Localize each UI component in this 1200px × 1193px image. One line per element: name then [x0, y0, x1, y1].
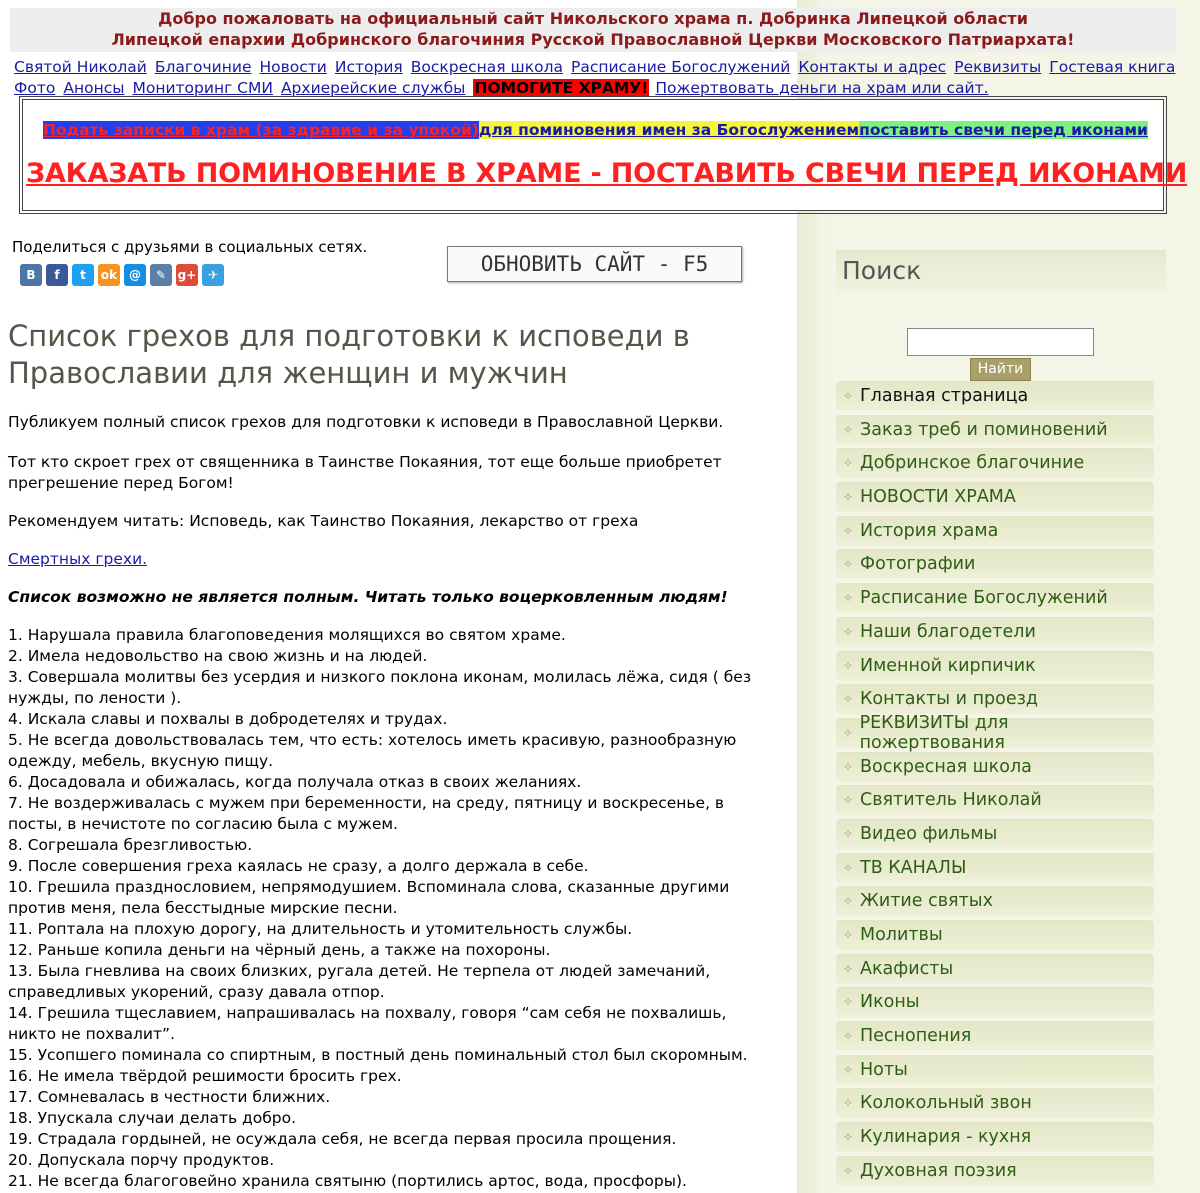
bullet-icon: ✧	[842, 490, 854, 505]
bullet-icon: ✧	[842, 557, 854, 572]
bullet-icon: ✧	[842, 591, 854, 606]
list-item: 7. Не воздерживалась с мужем при беременности, на среду, пятницу и воскресенье, в посты, в нечистоте по согласию была с мужем.	[8, 794, 725, 833]
sidebar-menu-item[interactable]	[836, 1088, 1154, 1118]
sidebar-menu-item[interactable]	[836, 381, 1154, 411]
sidebar-menu-label: Наши благодетели	[860, 621, 1036, 642]
sidebar-menu-label: Колокольный звон	[860, 1093, 1032, 1114]
social-share-icon[interactable]: f	[46, 264, 68, 286]
sidebar-menu-label: Воскресная школа	[860, 756, 1032, 777]
bullet-icon: ✧	[842, 1163, 854, 1178]
sidebar-menu-item[interactable]	[836, 617, 1154, 647]
nav-link[interactable]: Новости	[259, 58, 327, 76]
bullet-icon: ✧	[842, 860, 854, 875]
list-item: 14. Грешила тщеславием, напрашивалась на похвалу, говоря “сам себя не похвалишь, никто не похвалит”.	[8, 1004, 727, 1043]
commemoration-link[interactable]: для поминовения имен за Богослужением	[478, 121, 860, 139]
sidebar-menu-item[interactable]	[836, 1055, 1154, 1085]
list-item: 6. Досадовала и обижалась, когда получала отказ в своих желаниях.	[8, 773, 582, 791]
bullet-icon: ✧	[842, 1130, 854, 1145]
bullet-icon: ✧	[842, 1096, 854, 1111]
sidebar-menu	[836, 381, 1154, 1190]
bullet-icon: ✧	[842, 793, 854, 808]
sidebar-menu-item[interactable]	[836, 549, 1154, 579]
list-item: 20. Допускала порчу продуктов.	[8, 1151, 275, 1169]
order-commemoration-headline[interactable]: ЗАКАЗАТЬ ПОМИНОВЕНИЕ В ХРАМЕ - ПОСТАВИТЬ СВЕЧИ ПЕРЕД ИКОНАМИ	[26, 158, 1188, 189]
sidebar-menu-item[interactable]	[836, 819, 1154, 849]
social-share-icon[interactable]: ✈	[202, 264, 224, 286]
sidebar-menu-label: Именной кирпичик	[860, 655, 1036, 676]
order-links	[43, 120, 1148, 141]
sidebar-menu-item[interactable]	[836, 712, 1154, 753]
sidebar-menu-label: Заказ треб и поминовений	[860, 419, 1108, 440]
search-title: Поиск	[836, 250, 1166, 292]
list-item: 15. Усопшего поминала со спиртным, в постный день поминальный стол был скоромным.	[8, 1046, 748, 1064]
sidebar-menu-item[interactable]	[836, 752, 1154, 782]
sidebar-menu-label: Ноты	[860, 1059, 908, 1080]
bullet-icon: ✧	[842, 928, 854, 942]
sidebar-menu-label: Кулинария - кухня	[860, 1127, 1032, 1148]
list-item: 9. После совершения греха каялась не сразу, а долго держала в себе.	[8, 857, 589, 875]
sidebar-menu-item[interactable]	[836, 1156, 1154, 1186]
social-share-icons	[20, 264, 224, 286]
submit-notes-link[interactable]: Подать записки в храм (за здравие и за упокой)	[43, 121, 479, 139]
list-item: 12. Раньше копила деньги на чёрный день, а также на похороны.	[8, 941, 551, 959]
mortal-sins-link[interactable]: Смертных грехи.	[8, 550, 148, 568]
list-item: 1. Нарушала правила благоповедения молящихся во святом храме.	[8, 626, 566, 644]
sidebar-menu-label: Духовная поэзия	[860, 1160, 1017, 1181]
sidebar-menu-label: РЕКВИЗИТЫ для пожертвования	[859, 712, 1009, 753]
list-item: 11. Роптала на плохую дорогу, на длительность и утомительность службы.	[8, 920, 633, 938]
sidebar-menu-item[interactable]	[836, 785, 1154, 815]
welcome-banner	[10, 8, 1176, 52]
sidebar-menu-item[interactable]	[836, 954, 1154, 984]
bullet-icon: ✧	[842, 961, 854, 976]
article-content	[8, 412, 778, 1192]
nav-link[interactable]: Фото	[14, 79, 56, 97]
list-item: 16. Не имела твёрдой решимости бросить грех.	[8, 1067, 402, 1085]
bullet-icon: ✧	[842, 692, 854, 707]
nav-row-2	[14, 78, 1174, 99]
bullet-icon: ✧	[842, 422, 854, 437]
welcome-line-1: Добро пожаловать на официальный сайт Никольского храма п. Добринка Липецкой области	[158, 9, 1028, 28]
sidebar-menu-label: НОВОСТИ ХРАМА	[860, 487, 1016, 508]
nav-link[interactable]: Анонсы	[63, 79, 125, 97]
candles-link[interactable]: поставить свечи перед иконами	[859, 121, 1148, 139]
bullet-icon: ✧	[842, 658, 854, 673]
bullet-icon: ✧	[842, 759, 854, 774]
sidebar-menu-label: Житие святых	[860, 891, 993, 912]
sidebar-menu-label: Контакты и проезд	[860, 689, 1038, 710]
social-share-icon[interactable]: ✎	[150, 264, 172, 286]
sidebar-menu-item[interactable]	[836, 482, 1154, 512]
sidebar-menu-item[interactable]	[836, 853, 1154, 883]
sidebar-menu-item[interactable]	[836, 583, 1154, 613]
list-item: 21. Не всегда благоговейно хранила святыню (портились артос, вода, просфоры).	[8, 1172, 687, 1190]
list-item: 17. Сомневалась в честности ближних.	[8, 1088, 331, 1106]
list-item: 18. Упускала случаи делать добро.	[8, 1109, 297, 1127]
social-share-icon[interactable]: @	[124, 264, 146, 286]
list-item: 19. Страдала гордыней, не осуждала себя, не всегда первая просила прощения.	[8, 1130, 677, 1148]
article-disclaimer: Список возможно не является полным. Читать только воцерковленным людям!	[8, 588, 728, 606]
sidebar-menu-label: Фотографии	[860, 554, 976, 575]
sidebar-menu-label: Добринское благочиние	[860, 453, 1085, 474]
sidebar-menu-item[interactable]	[836, 1122, 1154, 1152]
bullet-icon: ✧	[842, 826, 854, 841]
bullet-icon: ✧	[842, 456, 854, 471]
sidebar-menu-item[interactable]	[836, 651, 1154, 681]
sidebar-menu-item[interactable]	[836, 886, 1154, 916]
sidebar-menu-label: Главная страница	[860, 386, 1029, 406]
donate-link[interactable]: Пожертвовать деньги на храм или сайт.	[655, 79, 989, 97]
top-navigation	[14, 57, 1174, 99]
sidebar-menu-label: Иконы	[860, 992, 920, 1013]
sidebar-menu-item[interactable]	[836, 516, 1154, 546]
bullet-icon: ✧	[842, 624, 854, 639]
list-item: 3. Совершала молитвы без усердия и низкого поклона иконам, молилась лёжа, сидя ( без нужды, по лености ).	[8, 668, 752, 707]
sidebar-menu-item[interactable]	[836, 684, 1154, 714]
sidebar-menu-label: Святитель Николай	[860, 790, 1042, 811]
bullet-icon: ✧	[842, 894, 854, 909]
list-item: 2. Имела недовольство на свою жизнь и на людей.	[8, 647, 428, 665]
nav-link[interactable]: Гостевая книга	[1049, 58, 1176, 76]
sidebar-menu-label: Акафисты	[860, 958, 954, 979]
list-item: 8. Согрешала брезгливостью.	[8, 836, 253, 854]
nav-link[interactable]: Мониторинг СМИ	[132, 79, 273, 97]
nav-link[interactable]: Благочиние	[154, 58, 252, 76]
sidebar-menu-label: Расписание Богослужений	[860, 588, 1108, 609]
nav-link[interactable]: Расписание Богослужений	[570, 58, 791, 76]
refresh-site-button[interactable]: ОБНОВИТЬ САЙТ - F5	[447, 246, 742, 282]
bullet-icon: ✧	[842, 725, 853, 740]
list-item: 4. Искала славы и похвалы в добродетелях и трудах.	[8, 710, 448, 728]
article-warning-paragraph: Тот кто скроет грех от священника в Таинстве Покаяния, тот еще больше приобретет прегрешение перед Богом!	[8, 453, 722, 492]
nav-link[interactable]: История	[334, 58, 403, 76]
social-share-icon[interactable]: t	[72, 264, 94, 286]
nav-link[interactable]: Воскресная школа	[410, 58, 563, 76]
sidebar-menu-item[interactable]	[836, 415, 1154, 445]
sidebar-menu-label: Видео фильмы	[860, 823, 998, 844]
sidebar-menu-label: ТВ КАНАЛЫ	[860, 857, 967, 878]
social-share-icon[interactable]: g+	[176, 264, 198, 286]
bullet-icon: ✧	[842, 389, 854, 403]
sins-list	[8, 625, 778, 1192]
sidebar-menu-item[interactable]	[836, 448, 1154, 478]
welcome-line-2: Липецкой епархии Добринского благочиния Русской Православной Церкви Московского Патриархата!	[111, 30, 1075, 49]
list-item: 10. Грешила празднословием, непрямодушием. Вспоминала слова, сказанные другими против меня, пела бесстыдные мирские песни.	[8, 878, 730, 917]
bullet-icon: ✧	[842, 1029, 854, 1044]
social-share-icon[interactable]: ok	[98, 264, 120, 286]
sidebar-menu-item[interactable]	[836, 920, 1154, 950]
article-intro: Публикуем полный список грехов для подготовки к исповеди в Православной Церкви.	[8, 413, 724, 431]
sidebar-menu-label: История храма	[860, 520, 999, 541]
share-label: Поделиться с друзьями в социальных сетях.	[12, 238, 368, 256]
nav-link[interactable]: Контакты и адрес	[798, 58, 947, 76]
search-button[interactable]: Найти	[970, 358, 1031, 381]
sidebar-menu-label: Молитвы	[860, 925, 943, 945]
sidebar-menu-item[interactable]	[836, 987, 1154, 1017]
bullet-icon: ✧	[842, 1062, 854, 1077]
social-share-icon[interactable]: В	[20, 264, 42, 286]
nav-link[interactable]: Архиерейские службы	[280, 79, 466, 97]
nav-link[interactable]: Реквизиты	[954, 58, 1042, 76]
sidebar-menu-label: Песнопения	[860, 1026, 972, 1047]
help-church-label[interactable]: ПОМОГИТЕ ХРАМУ!	[474, 79, 649, 97]
bullet-icon: ✧	[842, 995, 854, 1010]
search-input[interactable]	[907, 328, 1094, 356]
order-commemoration-box	[22, 99, 1188, 211]
article-recommend: Рекомендуем читать: Исповедь, как Таинство Покаяния, лекарство от греха	[8, 512, 639, 530]
sidebar-menu-item[interactable]	[836, 1021, 1154, 1051]
bullet-icon: ✧	[842, 523, 854, 538]
nav-link[interactable]: Святой Николай	[14, 58, 147, 76]
article-title: Список грехов для подготовки к исповеди в Православии для женщин и мужчин	[8, 319, 690, 390]
nav-row-1	[14, 57, 1174, 78]
list-item: 5. Не всегда довольствовалась тем, что есть: хотелось иметь красивую, разнообразную одежду, мебель, вкусную пищу.	[8, 731, 737, 770]
list-item: 13. Была гневлива на своих близких, ругала детей. Не терпела от людей замечаний, справедливых укорений, сразу давала отпор.	[8, 962, 711, 1001]
